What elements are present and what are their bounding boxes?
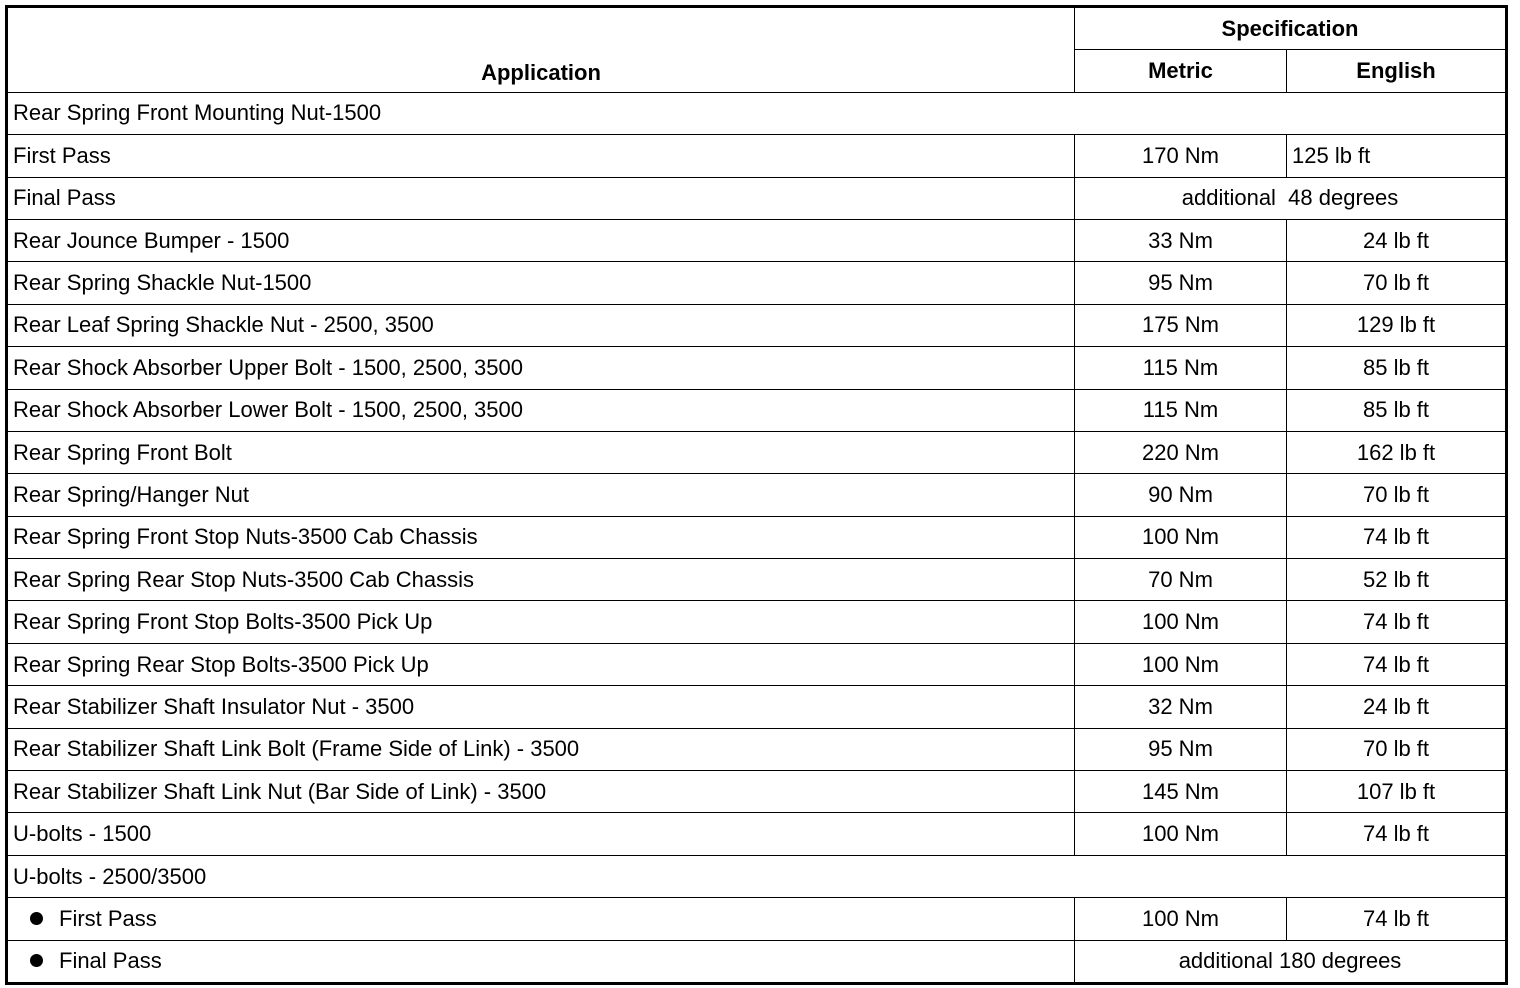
metric-cell: 220 Nm [1075, 431, 1287, 473]
application-text: Final Pass [13, 185, 116, 211]
application-text: Rear Spring Front Bolt [13, 439, 232, 465]
metric-cell: 175 Nm [1075, 304, 1287, 346]
table-row [7, 389, 1507, 431]
table-row [7, 855, 1507, 897]
metric-cell: 170 Nm [1075, 135, 1287, 177]
application-cell [7, 643, 1075, 685]
header-metric: Metric [1075, 50, 1287, 92]
application-text: U-bolts - 1500 [13, 821, 152, 847]
application-cell [7, 262, 1075, 304]
application-cell [7, 813, 1075, 855]
metric-cell: 115 Nm [1075, 389, 1287, 431]
application-text: Rear Spring/Hanger Nut [13, 481, 250, 507]
application-text: Rear Spring Rear Stop Nuts-3500 Cab Chassis [13, 566, 475, 592]
metric-cell: 95 Nm [1075, 728, 1287, 770]
application-text: Rear Leaf Spring Shackle Nut - 2500, 3500 [13, 312, 434, 338]
application-text: Rear Spring Front Stop Nuts-3500 Cab Chassis [13, 524, 478, 550]
table-row [7, 474, 1507, 516]
application-text: First Pass [59, 905, 157, 931]
metric-cell: 145 Nm [1075, 771, 1287, 813]
table-row [7, 304, 1507, 346]
english-cell: 70 lb ft [1287, 728, 1507, 770]
english-cell: 74 lb ft [1287, 516, 1507, 558]
table-row [7, 347, 1507, 389]
application-text: Rear Shock Absorber Upper Bolt - 1500, 2500, 3500 [13, 354, 523, 380]
table-row [7, 92, 1507, 134]
application-text: Rear Spring Rear Stop Bolts-3500 Pick Up [13, 651, 429, 677]
application-cell [7, 92, 1507, 134]
application-cell [7, 686, 1075, 728]
application-text: Rear Stabilizer Shaft Link Bolt (Frame Side of Link) - 3500 [13, 736, 580, 762]
table-row [7, 601, 1507, 643]
application-cell [7, 135, 1075, 177]
table-row [7, 728, 1507, 770]
application-cell [7, 559, 1075, 601]
application-text: Final Pass [59, 948, 162, 974]
table-row [7, 431, 1507, 473]
application-text: Rear Spring Shackle Nut-1500 [13, 270, 312, 296]
application-text: Rear Stabilizer Shaft Insulator Nut - 3500 [13, 693, 415, 719]
torque-spec-table [5, 5, 1508, 985]
application-cell [7, 304, 1075, 346]
english-cell: 125 lb ft [1287, 135, 1507, 177]
application-text: U-bolts - 2500/3500 [13, 863, 207, 889]
table-row [7, 686, 1507, 728]
english-cell: 85 lb ft [1287, 347, 1507, 389]
metric-cell: 100 Nm [1075, 813, 1287, 855]
application-text: Rear Shock Absorber Lower Bolt - 1500, 2500, 3500 [13, 397, 523, 423]
table-row [7, 516, 1507, 558]
application-cell [7, 516, 1075, 558]
metric-cell: 90 Nm [1075, 474, 1287, 516]
application-cell [7, 728, 1075, 770]
table-row [7, 559, 1507, 601]
bullet-icon [30, 954, 43, 967]
english-cell: 162 lb ft [1287, 431, 1507, 473]
table-row [7, 262, 1507, 304]
spec-merged-cell: additional 180 degrees [1075, 940, 1507, 983]
table-row [7, 643, 1507, 685]
table-row [7, 771, 1507, 813]
metric-cell: 70 Nm [1075, 559, 1287, 601]
bullet-icon [30, 912, 43, 925]
application-cell [7, 940, 1075, 983]
application-cell [7, 389, 1075, 431]
metric-cell: 100 Nm [1075, 516, 1287, 558]
english-cell: 74 lb ft [1287, 643, 1507, 685]
english-cell: 129 lb ft [1287, 304, 1507, 346]
application-cell [7, 771, 1075, 813]
english-cell: 24 lb ft [1287, 686, 1507, 728]
english-cell: 85 lb ft [1287, 389, 1507, 431]
metric-cell: 100 Nm [1075, 898, 1287, 940]
table-row [7, 135, 1507, 177]
english-cell: 52 lb ft [1287, 559, 1507, 601]
application-cell [7, 601, 1075, 643]
metric-cell: 32 Nm [1075, 686, 1287, 728]
metric-cell: 100 Nm [1075, 643, 1287, 685]
application-text: First Pass [13, 142, 111, 168]
metric-cell: 33 Nm [1075, 219, 1287, 261]
table-row [7, 940, 1507, 983]
metric-cell: 95 Nm [1075, 262, 1287, 304]
application-cell [7, 347, 1075, 389]
english-cell: 70 lb ft [1287, 474, 1507, 516]
table-row [7, 219, 1507, 261]
table-row [7, 898, 1507, 940]
application-cell [7, 431, 1075, 473]
english-cell: 24 lb ft [1287, 219, 1507, 261]
application-cell [7, 474, 1075, 516]
metric-cell: 115 Nm [1075, 347, 1287, 389]
english-cell: 74 lb ft [1287, 898, 1507, 940]
table-row [7, 813, 1507, 855]
application-text: Rear Stabilizer Shaft Link Nut (Bar Side of Link) - 3500 [13, 778, 547, 804]
application-cell [7, 219, 1075, 261]
application-cell [7, 898, 1075, 940]
metric-cell: 100 Nm [1075, 601, 1287, 643]
application-cell [7, 855, 1507, 897]
english-cell: 74 lb ft [1287, 601, 1507, 643]
table-row [7, 177, 1507, 219]
header-english: English [1287, 50, 1507, 92]
english-cell: 107 lb ft [1287, 771, 1507, 813]
application-cell [7, 177, 1075, 219]
header-specification: Specification [1075, 7, 1507, 50]
english-cell: 74 lb ft [1287, 813, 1507, 855]
header-application: Application [7, 7, 1075, 93]
application-text: Rear Jounce Bumper - 1500 [13, 227, 290, 253]
application-text: Rear Spring Front Mounting Nut-1500 [13, 100, 382, 126]
application-text: Rear Spring Front Stop Bolts-3500 Pick Up [13, 609, 433, 635]
english-cell: 70 lb ft [1287, 262, 1507, 304]
spec-merged-cell: additional 48 degrees [1075, 177, 1507, 219]
